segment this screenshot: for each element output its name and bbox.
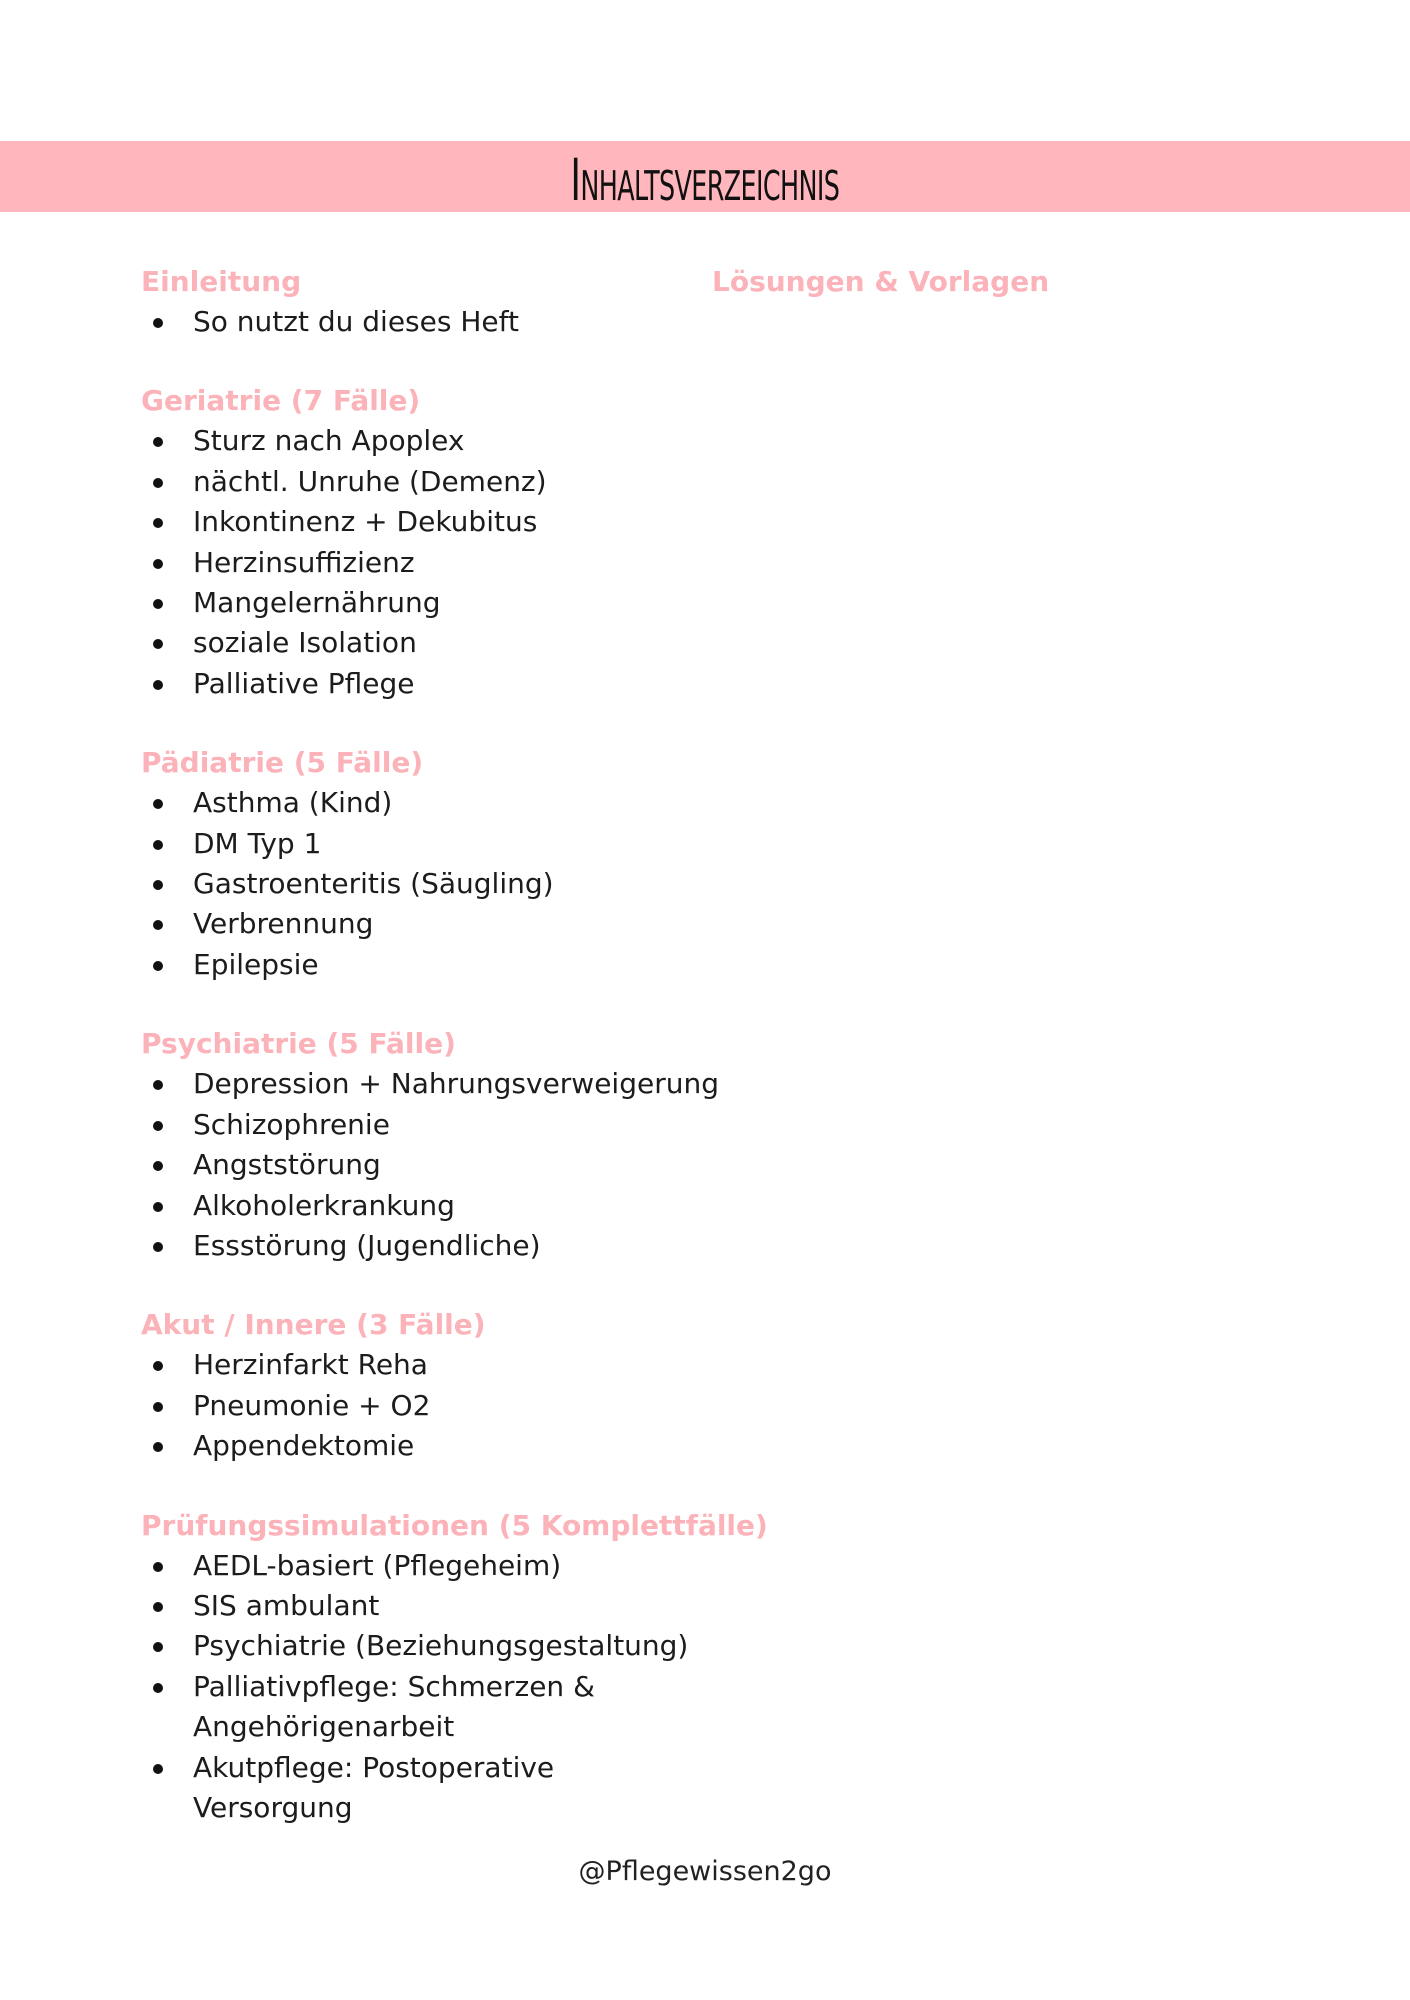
bullet-icon [153,599,163,609]
toc-right-column [712,262,1312,302]
list-item [141,421,741,461]
toc-section-paediatrie [141,743,741,985]
list-item-label: Verbrennung [193,907,374,941]
bullet-icon [153,1602,163,1612]
list-item [141,1626,741,1666]
list-item-label: So nutzt du dieses Heft [193,305,519,338]
list-item [141,664,741,704]
list-item [141,462,741,502]
list-item-label: Alkoholerkrankung [193,1188,455,1222]
list-item [141,1186,741,1226]
bullet-icon [153,639,163,649]
section-items [141,1345,741,1466]
section-items [141,302,741,342]
bullet-icon [153,1121,163,1131]
list-item [141,302,741,342]
section-items [141,1064,741,1266]
bullet-icon [153,478,163,488]
list-item-label: Pneumonie + O2 [193,1388,431,1422]
bullet-icon [153,1361,163,1371]
toc-section-geriatrie [141,381,741,704]
bullet-icon [153,920,163,930]
list-item-label: Mangelernährung [193,586,441,620]
list-item [141,945,741,985]
bullet-icon [153,518,163,528]
bullet-icon [153,1764,163,1774]
list-item [141,1546,741,1586]
list-item [141,1105,741,1145]
section-items [141,783,741,985]
section-heading: Geriatrie (7 Fälle) [141,384,421,418]
list-item-label: Asthma (Kind) [193,786,393,820]
list-item-label: DM Typ 1 [193,826,322,860]
list-item-label: Schizophrenie [193,1107,390,1141]
list-item [141,543,741,583]
bullet-icon [153,1642,163,1652]
bullet-icon [153,1161,163,1171]
list-item [141,1426,741,1466]
bullet-icon [153,1402,163,1412]
list-item-label: soziale Isolation [193,626,417,660]
list-item-label: AEDL-basiert (Pflegeheim) [193,1548,562,1582]
bullet-icon [153,680,163,690]
list-item [141,583,741,623]
section-heading: Akut / Innere (3 Fälle) [141,1308,486,1342]
list-item [141,1667,633,1748]
bullet-icon [153,1683,163,1693]
title-band [0,141,1410,212]
list-item-label: Sturz nach Apoplex [193,424,465,458]
bullet-icon [153,1080,163,1090]
bullet-icon [153,961,163,971]
list-item-label: Inkontinenz + Dekubitus [193,505,538,539]
list-item [141,502,741,542]
bullet-icon [153,799,163,809]
section-heading: Pädiatrie (5 Fälle) [141,746,424,780]
list-item-label: SIS ambulant [193,1588,380,1622]
bullet-icon [153,1562,163,1572]
bullet-icon [153,559,163,569]
list-item [141,1226,741,1266]
bullet-icon [153,840,163,850]
list-item [141,1748,633,1829]
list-item-label: Angststörung [193,1148,381,1182]
list-item-label: Herzinsuffizienz [193,545,415,579]
list-item [141,1145,741,1185]
section-heading: Einleitung [141,265,302,298]
list-item-label: Appendektomie [193,1429,415,1463]
list-item [141,1586,741,1626]
toc-section-einleitung [141,262,741,342]
toc-section-psychiatrie [141,1024,741,1266]
bullet-icon [153,318,163,328]
list-item-label: Gastroenteritis (Säugling) [193,867,554,901]
bullet-icon [153,1442,163,1452]
page-title: Inhaltsverzeichnis [570,145,840,214]
list-item [141,864,741,904]
list-item [141,824,741,864]
bullet-icon [153,1202,163,1212]
list-item [141,1064,741,1104]
section-heading: Prüfungssimulationen (5 Komplettfälle) [141,1508,768,1542]
section-heading-loesungen: Lösungen & Vorlagen [712,265,1050,298]
toc-section-pruefungssimulationen [141,1506,768,1829]
list-item-label: Akutpflege: Postoperative Versorgung [193,1750,555,1824]
section-heading: Psychiatrie (5 Fälle) [141,1027,456,1061]
bullet-icon [153,880,163,890]
list-item-label: Palliativpflege: Schmerzen & Angehörigenarbeit [193,1669,595,1744]
list-item [141,904,741,944]
toc-left-column [141,262,768,1867]
list-item [141,783,741,823]
section-items [141,1546,741,1829]
footer-handle: @Pflegewissen2go [578,1856,832,1887]
list-item-label: Palliative Pflege [193,666,415,700]
list-item-label: Epilepsie [193,947,319,981]
section-items [141,421,741,704]
toc-section-akut-innere [141,1305,741,1466]
bullet-icon [153,1242,163,1252]
list-item-label: nächtl. Unruhe (Demenz) [193,464,547,498]
list-item-label: Depression + Nahrungsverweigerung [193,1067,719,1101]
list-item-label: Herzinfarkt Reha [193,1348,428,1382]
list-item-label: Essstörung (Jugendliche) [193,1228,541,1262]
list-item [141,623,741,663]
list-item [141,1386,741,1426]
list-item [141,1345,741,1385]
bullet-icon [153,437,163,447]
list-item-label: Psychiatrie (Beziehungsgestaltung) [193,1629,689,1663]
